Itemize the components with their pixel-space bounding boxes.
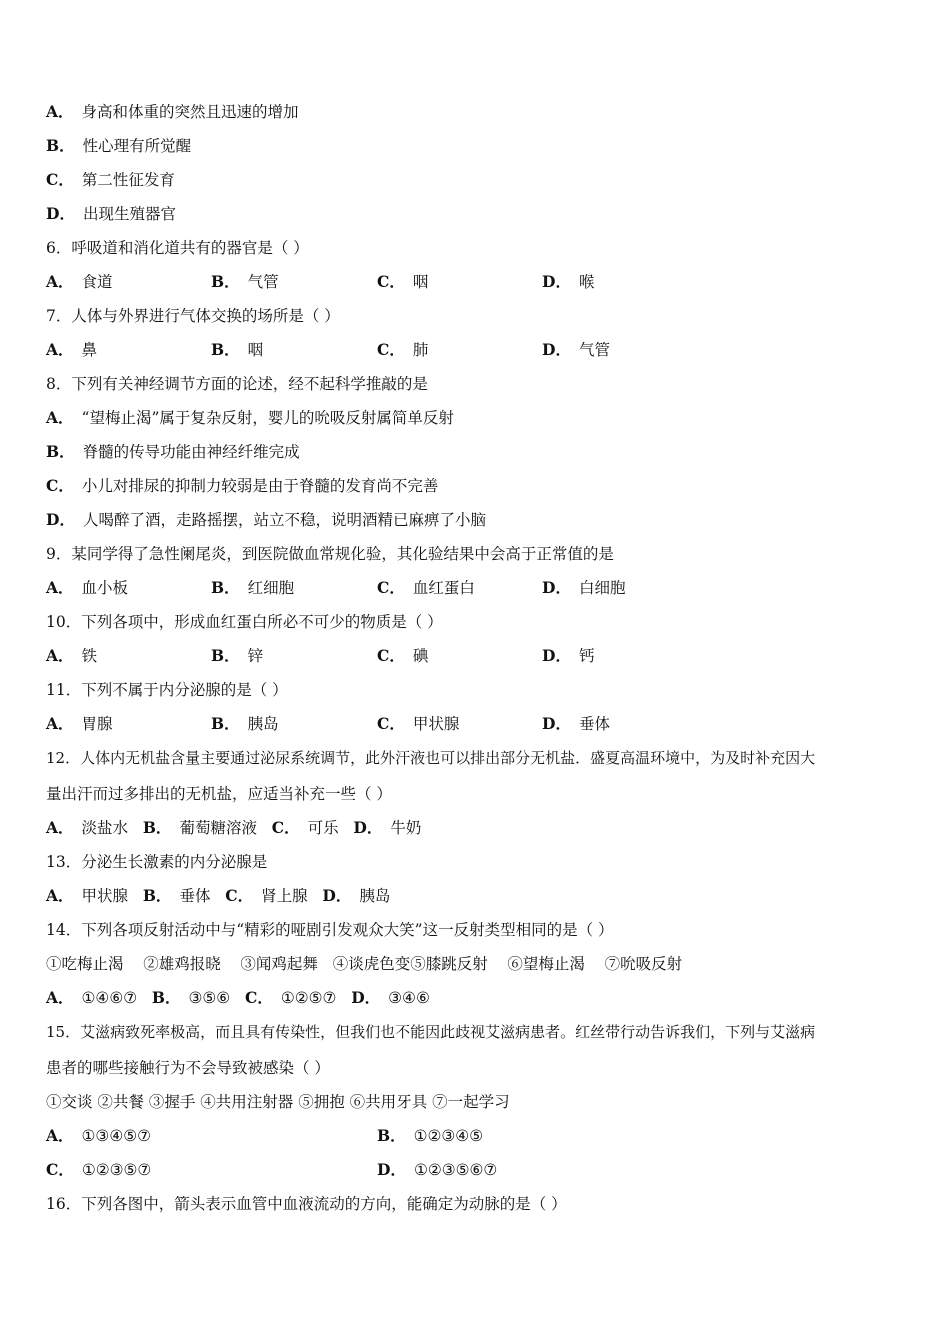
q8-option-a: A． “望梅止渴”属于复杂反射，婴儿的吮吸反射属简单反射 [46, 408, 454, 427]
q14-stem: 14．下列各项反射活动中与“精彩的哑剧引发观众大笑”这一反射类型相同的是（ ） [46, 921, 614, 939]
q11-stem: 11．下列不属于内分泌腺的是（ ） [46, 681, 288, 699]
q9-option-b: B． 红细胞 [211, 578, 295, 597]
q13-stem: 13．分泌生长激素的内分泌腺是 [46, 853, 268, 871]
option-text: 第二性征发育 [81, 171, 175, 189]
q12-option-d: D． 牛奶 [353, 818, 422, 837]
q13-options [46, 886, 390, 906]
q12-options [46, 818, 421, 838]
q14-option-d: D． ③④⑥ [351, 988, 430, 1007]
q15-option-b: B． ①②③④⑤ [377, 1126, 484, 1145]
q13-option-b: B． 垂体 [142, 886, 211, 905]
q8-option-c: C． 小儿对排尿的抑制力较弱是由于脊髓的发育尚不完善 [46, 476, 439, 495]
option-label: B． [46, 136, 75, 155]
q15-stem-line1: 15．艾滋病致死率极高，而且具有传染性，但我们也不能因此歧视艾滋病患者。红丝带行动告诉我们，下列与艾滋病 [46, 1023, 816, 1041]
q6-option-a: A． 食道 [46, 272, 113, 291]
option-text: 出现生殖器官 [82, 205, 176, 223]
q9-stem: 9．某同学得了急性阑尾炎，到医院做血常规化验，其化验结果中会高于正常值的是 [46, 545, 614, 563]
q6-option-b: B． 气管 [211, 272, 279, 291]
q7-option-d: D． 气管 [542, 340, 610, 359]
q15-option-c: C． ①②③⑤⑦ [46, 1160, 152, 1179]
option-label: A． [46, 102, 74, 121]
q14-option-b: B． ③⑤⑥ [151, 988, 231, 1007]
q11-option-d: D． 垂体 [542, 714, 610, 733]
q7-option-a: A． 鼻 [46, 340, 98, 359]
q11-option-c: C． 甲状腺 [377, 714, 460, 733]
q10-option-d: D． 钙 [542, 646, 595, 665]
q6-option-c: C． 咽 [377, 272, 429, 291]
q7-option-b: B． 咽 [211, 340, 264, 359]
option-label: D． [46, 204, 75, 223]
q15-option-a: A． ①③④⑤⑦ [46, 1126, 152, 1145]
q10-option-c: C． 碘 [377, 646, 429, 665]
q11-option-b: B． 胰岛 [211, 714, 279, 733]
q12-option-a: A． 淡盐水 [46, 818, 129, 837]
q8-stem: 8．下列有关神经调节方面的论述，经不起科学推敲的是 [46, 375, 428, 393]
q10-option-a: A． 铁 [46, 646, 98, 665]
q12-stem-line1: 12．人体内无机盐含量主要通过泌尿系统调节，此外汗液也可以排出部分无机盐．盛夏高温环境中，为及时补充因大 [46, 749, 816, 767]
q10-option-b: B． 锌 [211, 646, 264, 665]
q14-items: ①吃梅止渴 ②雄鸡报晓 ③闻鸡起舞 ④谈虎色变⑤膝跳反射 ⑥望梅止渴 ⑦吮吸反射 [46, 955, 683, 973]
q12-option-b: B． 葡萄糖溶液 [142, 818, 257, 837]
q11-option-a: A． 胃腺 [46, 714, 113, 733]
q7-option-c: C． 肺 [377, 340, 429, 359]
option-text: 身高和体重的突然且迅速的增加 [81, 103, 299, 121]
q6-stem: 6．呼吸道和消化道共有的器官是（ ） [46, 239, 309, 257]
q9-option-d: D． 白细胞 [542, 578, 626, 597]
q13-option-d: D． 胰岛 [322, 886, 391, 905]
q8-option-b: B． 脊髓的传导功能由神经纤维完成 [46, 442, 300, 461]
q10-stem: 10．下列各项中，形成血红蛋白所必不可少的物质是（ ） [46, 613, 443, 631]
option-label: C． [46, 170, 74, 189]
q5-option-b [46, 136, 191, 156]
q14-options [46, 988, 430, 1008]
q12-stem-line2: 量出汗而过多排出的无机盐，应适当补充一些（ ） [46, 785, 392, 803]
q14-option-c: C． ①②⑤⑦ [244, 988, 337, 1007]
option-text: 性心理有所觉醒 [82, 137, 192, 155]
q13-option-a: A． 甲状腺 [46, 886, 129, 905]
q14-option-a: A． ①④⑥⑦ [46, 988, 138, 1007]
q12-option-c: C． 可乐 [271, 818, 339, 837]
q15-stem-line2: 患者的哪些接触行为不会导致被感染（ ） [46, 1059, 330, 1077]
q5-option-d [46, 204, 176, 224]
q5-option-a [46, 102, 299, 122]
q15-option-d: D． ①②③⑤⑥⑦ [377, 1160, 498, 1179]
q8-option-d: D． 人喝醉了酒，走路摇摆，站立不稳，说明酒精已麻痹了小脑 [46, 510, 486, 529]
q16-stem: 16．下列各图中，箭头表示血管中血液流动的方向，能确定为动脉的是（ ） [46, 1195, 567, 1213]
q9-option-c: C． 血红蛋白 [377, 578, 475, 597]
q15-items: ①交谈 ②共餐 ③握手 ④共用注射器 ⑤拥抱 ⑥共用牙具 ⑦一起学习 [46, 1093, 510, 1111]
q7-stem: 7．人体与外界进行气体交换的场所是（ ） [46, 307, 340, 325]
q9-option-a: A． 血小板 [46, 578, 129, 597]
q6-option-d: D． 喉 [542, 272, 595, 291]
q5-option-c [46, 170, 175, 190]
q13-option-c: C． 肾上腺 [225, 886, 308, 905]
